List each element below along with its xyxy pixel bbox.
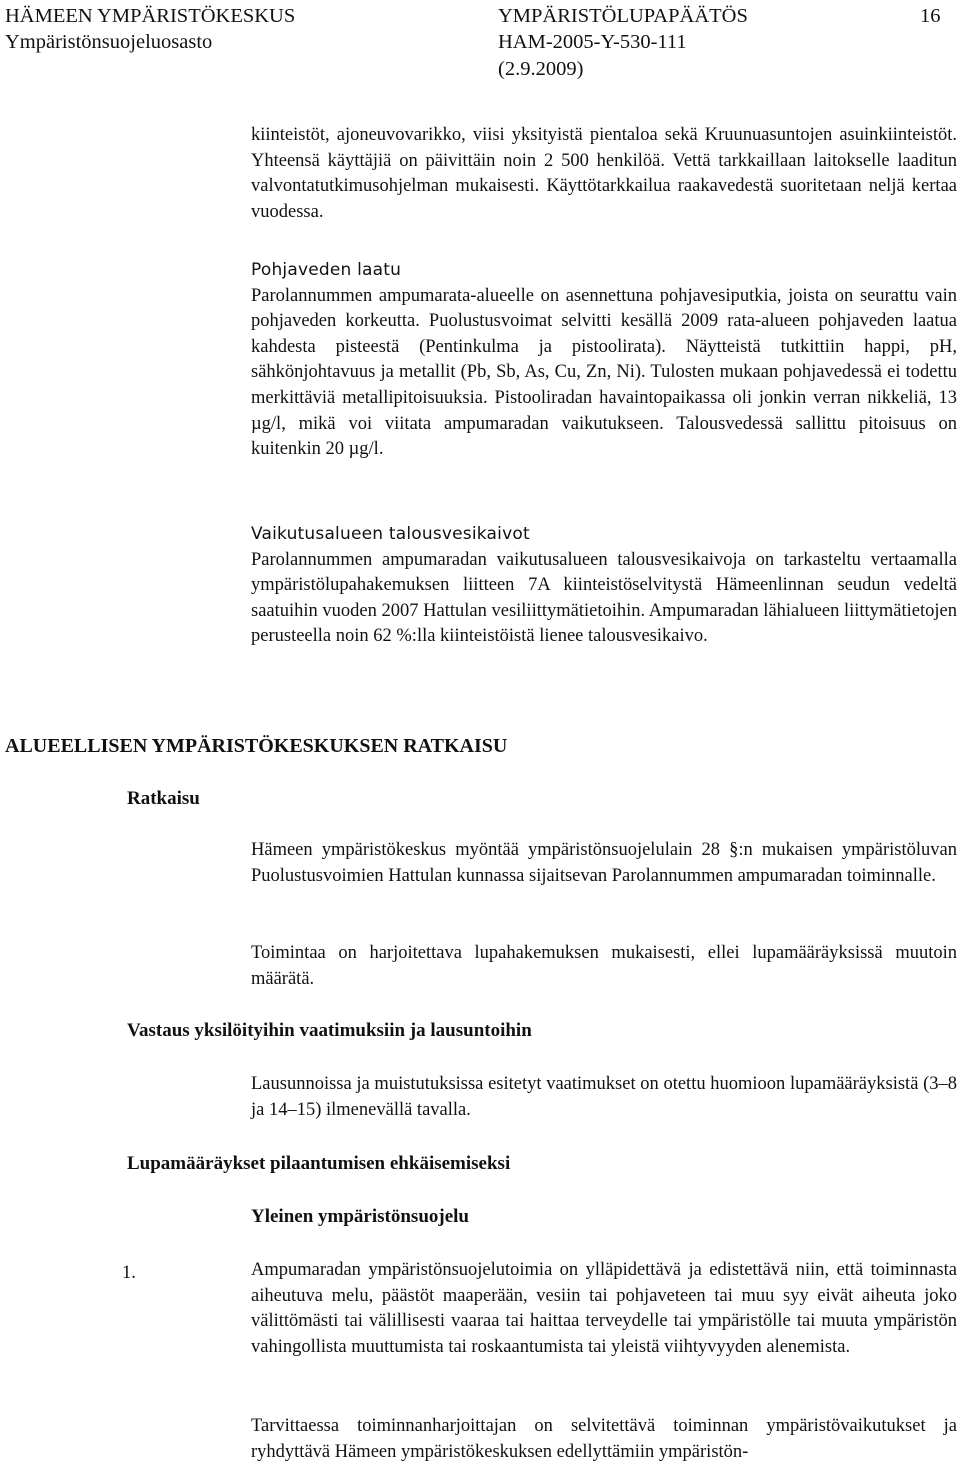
response-heading: Vastaus yksilöityihin vaatimuksiin ja lausuntoihin bbox=[127, 1020, 532, 1041]
intro-section bbox=[251, 123, 957, 225]
groundwater-text: Parolannummen ampumarata-alueelle on asennettuna pohjavesiputkia, joista on seurattu vain pohjaveden korkeutta. Puolustusvoimat selvitti kesällä 2009 rata-alueen pohjaveden laatua kahdesta pisteestä (Pentinkulma ja pistoolirata). Näytteistä tutkittiin happi, pH, sähkönjohtavuus ja metallit (Pb, Sb, As, Cu, Zn, Ni). Tulosten mukaan pohjavedessä ei todettu merkittäviä metallipitoisuuksia. Pistooliradan havaintopaikassa oli jonkin verran nikkeliä, 13 µg/l, mikä voi viitata ampumaradan vaikutukseen. Talousvedessä sallittu pitoisuus on kuitenkin 20 µg/l. bbox=[251, 285, 957, 460]
item-1-section-2 bbox=[251, 1414, 957, 1465]
header-doc-type: YMPÄRISTÖLUPAPÄÄTÖS bbox=[498, 5, 748, 27]
groundwater-heading: Pohjaveden laatu bbox=[251, 260, 402, 280]
page-number: 16 bbox=[920, 5, 941, 27]
ratkaisu-section-2 bbox=[251, 941, 957, 992]
header-doc-date: (2.9.2009) bbox=[498, 58, 584, 80]
general-heading: Yleinen ympäristönsuojelu bbox=[251, 1206, 469, 1227]
item-1-paragraph-2: Tarvittaessa toiminnanharjoittajan on selvitettävä toiminnan ympäristövaikutukset ja ryhdyttävä Hämeen ympäristökeskuksen edellyttämiin ympäristön- bbox=[251, 1416, 957, 1462]
ratkaisu-paragraph-1: Hämeen ympäristökeskus myöntää ympäristönsuojelulain 28 §:n mukaisen ympäristöluvan Puolustusvoimien Hattulan kunnassa sijaitsevan Parolannummen ampumaradan toiminnalle. bbox=[251, 840, 957, 886]
ratkaisu-section bbox=[251, 838, 957, 889]
wells-section bbox=[251, 522, 957, 650]
response-section bbox=[251, 1072, 957, 1123]
response-text: Lausunnoissa ja muistutuksissa esitetyt vaatimukset on otettu huomioon lupamääräyksistä (3–8 ja 14–15) ilmenevällä tavalla. bbox=[251, 1074, 957, 1120]
item-1-section bbox=[251, 1258, 957, 1360]
groundwater-section bbox=[251, 258, 957, 463]
wells-text: Parolannummen ampumaradan vaikutusalueen talousvesikaivoja on tarkasteltu vertaamalla ympäristölupahakemuksen liitteen 7A kiinteistöselvitystä Hämeenlinnan seudun vedeltä saatuihin vuoden 2007 Hattulan vesiliittymätietoihin. Ampumaradan lähialueen liittymätietojen perusteella noin 62 %:lla kiinteistöistä lienee talousvesikaivo. bbox=[251, 549, 957, 647]
item-1-paragraph-1: Ampumaradan ympäristönsuojelutoimia on ylläpidettävä ja edistettävä niin, että toiminnasta aiheutuva melu, päästöt maaperään, vesiin tai pohjaveteen tai muu syy eivät aiheuta joko välittömästi tai välillisesti vaaraa tai haittaa terveydelle tai ympäristölle tai muuta ympäristön vahingollista muuttumista tai roskaantumista tai yleistä viihtyvyyden alenemista. bbox=[251, 1260, 957, 1357]
decision-main-heading: ALUEELLISEN YMPÄRISTÖKESKUKSEN RATKAISU bbox=[5, 735, 508, 757]
header-unit: Ympäristönsuojeluosasto bbox=[5, 31, 213, 53]
intro-paragraph: kiinteistöt, ajoneuvovarikko, viisi yksityistä pientaloa sekä Kruunuasuntojen asuinkiinteistöt. Yhteensä käyttäjiä on päivittäin noin 2 500 henkilöä. Vettä tarkkaillaan laitokselle laaditun valvontatutkimusohjelman mukaisesti. Käyttötarkkailua raakavedestä suoritetaan neljä kertaa vuodessa. bbox=[251, 125, 957, 222]
header-doc-id: HAM-2005-Y-530-111 bbox=[498, 31, 687, 53]
wells-heading: Vaikutusalueen talousvesikaivot bbox=[251, 524, 530, 544]
ratkaisu-paragraph-2: Toimintaa on harjoitettava lupahakemuksen mukaisesti, ellei lupamääräyksissä muutoin määrätä. bbox=[251, 943, 957, 989]
item-1-number: 1. bbox=[122, 1263, 136, 1283]
header-org-name: HÄMEEN YMPÄRISTÖKESKUS bbox=[5, 5, 296, 27]
permit-heading: Lupamääräykset pilaantumisen ehkäisemiseksi bbox=[127, 1153, 511, 1174]
ratkaisu-heading: Ratkaisu bbox=[127, 788, 200, 809]
